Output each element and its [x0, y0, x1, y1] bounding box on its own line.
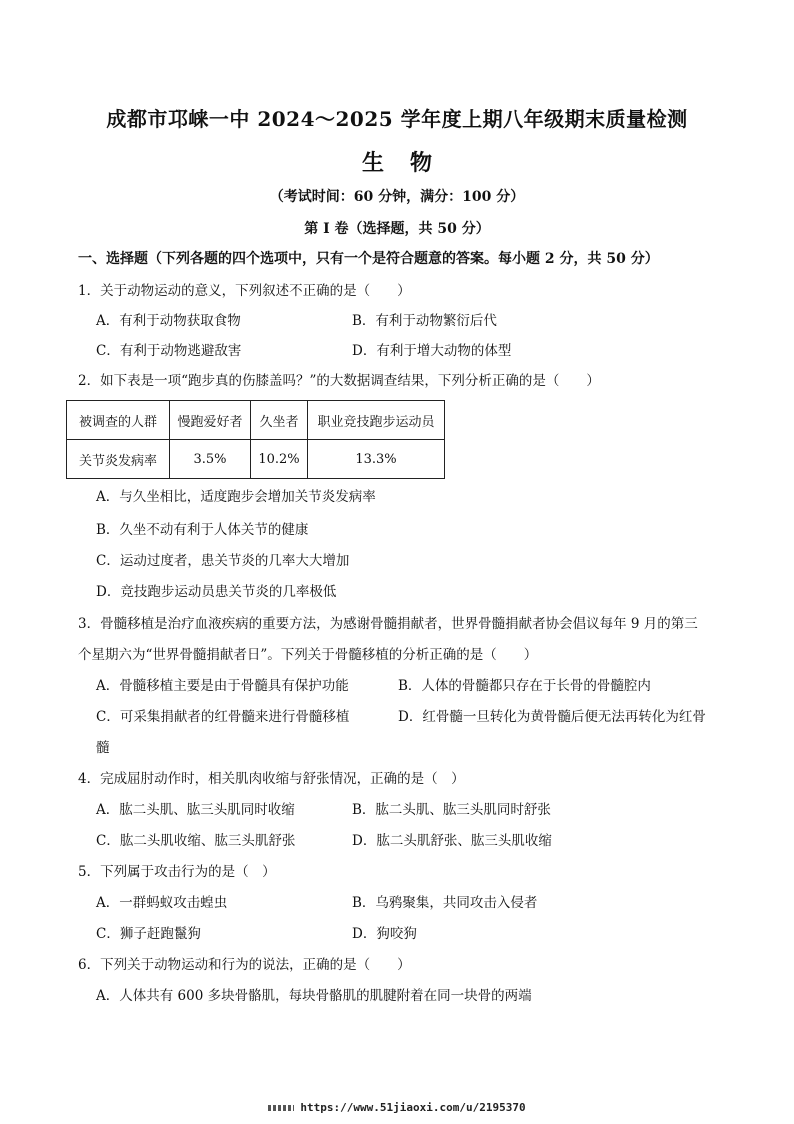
question-4-option-d: D．肱二头肌舒张、肱三头肌收缩: [352, 833, 552, 849]
question-5-option-b: B．乌鸦聚集，共同攻击入侵者: [352, 895, 538, 911]
question-3-stem-line-1: 3．骨髓移植是治疗血液疾病的重要方法，为感谢骨髓捐献者，世界骨髓捐献者协会倡议每年 9 月的第三: [78, 616, 698, 632]
question-1-option-d: D．有利于增大动物的体型: [352, 343, 512, 359]
question-2-option-c: C．运动过度者，患关节炎的几率大大增加: [96, 553, 350, 569]
question-4-stem: 4．完成屈肘动作时，相关肌肉收缩与舒张情况，正确的是（ ）: [78, 771, 465, 787]
question-4-option-c: C．肱二头肌收缩、肱三头肌舒张: [96, 833, 296, 849]
volume-heading: 第 I 卷（选择题，共 50 分）: [304, 221, 490, 237]
table-cell: 关节炎发病率: [67, 440, 170, 479]
footer-url: https://www.51jiaoxi.com/u/2195370: [300, 1101, 526, 1114]
question-5-option-d: D．狗咬狗: [352, 926, 417, 942]
exam-title: 成都市邛崃一中 2024～2025 学年度上期八年级期末质量检测: [106, 107, 688, 131]
exam-info: （考试时间：60 分钟，满分：100 分）: [269, 189, 525, 205]
table-cell: 被调查的人群: [67, 401, 170, 440]
table-row: [67, 440, 445, 479]
question-1-option-c: C．有利于动物逃避敌害: [96, 343, 242, 359]
question-3-option-d: D．红骨髓一旦转化为黄骨髓后便无法再转化为红骨: [398, 709, 706, 725]
table-cell: 10.2%: [251, 440, 308, 479]
table-cell: 职业竞技跑步运动员: [308, 401, 445, 440]
subject-title: [0, 146, 794, 177]
question-2-option-d: D．竞技跑步运动员患关节炎的几率极低: [96, 584, 337, 600]
table-cell: 慢跑爱好者: [170, 401, 251, 440]
question-6-stem: 6．下列关于动物运动和行为的说法，正确的是（ ）: [78, 957, 411, 973]
question-3-stem-line-2: 个星期六为“世界骨髓捐献者日”。下列关于骨髓移植的分析正确的是（ ）: [78, 647, 538, 663]
question-5-stem: 5．下列属于攻击行为的是（ ）: [78, 864, 276, 880]
table-cell: 13.3%: [308, 440, 445, 479]
question-3-option-c: C．可采集捐献者的红骨髓来进行骨髓移植: [96, 709, 350, 725]
question-1-stem: 1．关于动物运动的意义，下列叙述不正确的是（ ）: [78, 283, 411, 299]
question-2-option-b: B．久坐不动有利于人体关节的健康: [96, 522, 309, 538]
table-cell: 3.5%: [170, 440, 251, 479]
question-2-option-a: A．与久坐相比，适度跑步会增加关节炎发病率: [96, 489, 376, 505]
question-4-option-a: A．肱二头肌、肱三头肌同时收缩: [96, 802, 295, 818]
question-2-stem: 2．如下表是一项“跑步真的伤膝盖吗？”的大数据调查结果，下列分析正确的是（ ）: [78, 373, 600, 389]
question-3-option-b: B．人体的骨髓都只存在于长骨的骨髓腔内: [398, 678, 651, 694]
question-3-option-a: A．骨髓移植主要是由于骨髓具有保护功能: [96, 678, 349, 694]
question-3-option-d-wrap: 髓: [96, 740, 110, 756]
question-1-option-b: B．有利于动物繁衍后代: [352, 313, 497, 329]
table-cell: 久坐者: [251, 401, 308, 440]
footer-watermark: [0, 1101, 794, 1114]
subject-text: 生物: [361, 150, 458, 176]
question-4-option-b: B．肱二头肌、肱三头肌同时舒张: [352, 802, 551, 818]
question-6-option-a: A．人体共有 600 多块骨骼肌，每块骨骼肌的肌腱附着在同一块骨的两端: [96, 988, 532, 1004]
question-5-option-a: A．一群蚂蚁攻击蝗虫: [96, 895, 228, 911]
section-heading: 一、选择题（下列各题的四个选项中，只有一个是符合题意的答案。每小题 2 分，共 50 分）: [78, 251, 659, 267]
question-1-option-a: A．有利于动物获取食物: [96, 313, 241, 329]
watermark-logo-icon: [268, 1105, 294, 1111]
table-header-row: [67, 401, 445, 440]
question-5-option-c: C．狮子赶跑鬣狗: [96, 926, 201, 942]
survey-table: [66, 400, 445, 479]
